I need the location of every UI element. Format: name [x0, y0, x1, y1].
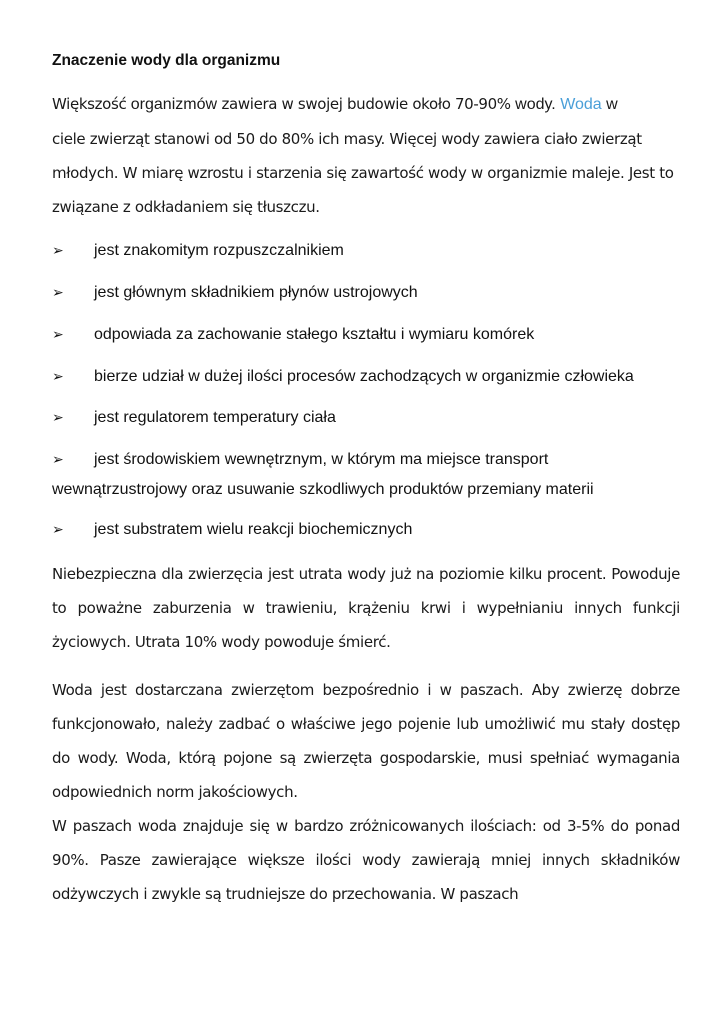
- woda-link[interactable]: Woda: [555, 96, 602, 113]
- list-item: [52, 403, 680, 433]
- list-item-text: jest głównym składnikiem płynów ustrojowych: [94, 284, 418, 301]
- arrow-bullet-icon: ➢: [52, 410, 64, 426]
- intro-text-2: organizmów: [130, 96, 218, 113]
- arrow-bullet-icon: ➢: [52, 285, 64, 301]
- list-item: [52, 320, 680, 350]
- list-item-text: jest substratem wielu reakcji biochemicznych: [94, 521, 413, 538]
- arrow-bullet-icon: ➢: [52, 327, 64, 343]
- intro-text-5: w: [601, 96, 618, 113]
- list-item-text: jest znakomitym rozpuszczalnikiem: [94, 242, 344, 259]
- intro-text-rest: ciele zwierząt stanowi od 50 do 80% ich masy. Więcej wody zawiera ciało zwierząt młodych. W miarę wzrostu i starzenia się zawartość wody w organizmie maleje. Jest to związane z odkładaniem się tłuszczu.: [52, 130, 674, 216]
- list-item-text: bierze udział w dużej ilości procesów zachodzących w organizmie człowieka: [94, 368, 634, 385]
- list-item-text: jest regulatorem temperatury ciała: [94, 409, 336, 426]
- intro-text-4: wody.: [515, 96, 556, 113]
- arrow-bullet-icon: ➢: [52, 369, 64, 385]
- list-item-text: jest środowiskiem wewnętrznym, w którym ma miejsce transport wewnątrzustrojowy oraz usuwanie szkodliwych produktów przemiany materii: [52, 451, 594, 498]
- body-paragraph: Woda jest dostarczana zwierzętom bezpośrednio i w paszach. Aby zwierzę dobrze funkcjonowało, należy zadbać o właściwe jego pojenie lub umożliwić mu stały dostęp do wody. Woda, którą pojone są zwierzęta gospodarskie, musi spełniać wymagania odpowiednich norm jakościowych.: [52, 681, 680, 801]
- list-item: [52, 515, 680, 545]
- arrow-bullet-icon: ➢: [52, 522, 64, 538]
- intro-text-1: Większość: [52, 95, 131, 113]
- list-item-text: odpowiada za zachowanie stałego kształtu i wymiaru komórek: [94, 326, 535, 343]
- intro-paragraph: [52, 87, 680, 224]
- document-title: Znaczenie wody dla organizmu: [52, 52, 281, 69]
- list-item: [52, 445, 680, 504]
- arrow-bullet-icon: ➢: [52, 243, 64, 259]
- list-item: [52, 236, 680, 266]
- intro-text-3: zawiera w swojej budowie około 70-90%: [217, 95, 516, 113]
- body-paragraph: Niebezpieczna dla zwierzęcia jest utrata wody już na poziomie kilku procent. Powoduje to poważne zaburzenia w trawieniu, krążeniu krwi i wypełnianiu innych funkcji życiowych. Utrata 10% wody powoduje śmierć.: [52, 565, 680, 651]
- arrow-bullet-icon: ➢: [52, 452, 64, 468]
- body-paragraph: W paszach woda znajduje się w bardzo zróżnicowanych ilościach: od 3-5% do ponad 90%. Pasze zawierające większe ilości wody zawierają mniej innych składników odżywczych i zwykle są trudniejsze do przechowania. W paszach: [52, 817, 680, 903]
- list-item: [52, 278, 680, 308]
- list-item: [52, 362, 680, 392]
